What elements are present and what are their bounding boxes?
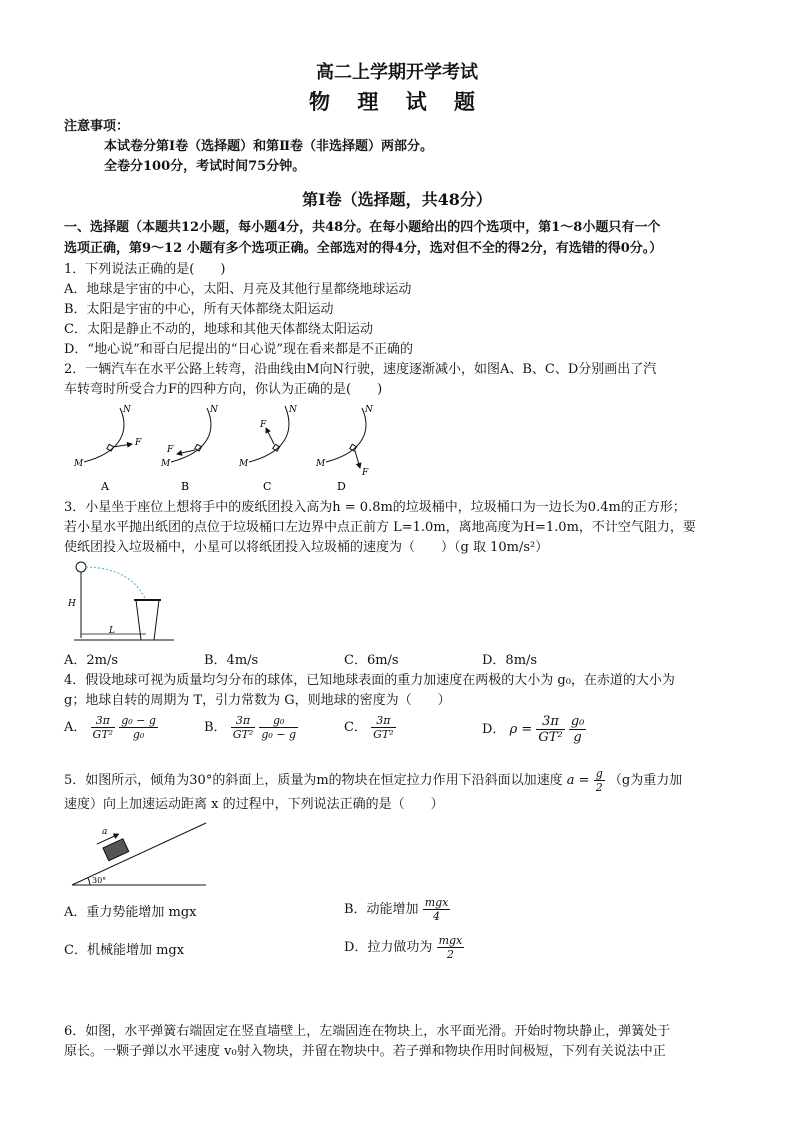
q6-stem-1: 6．如图，水平弹簧右端固定在竖直墙壁上，左端固连在物块上，水平面光滑。开始时物块静止，弹簧处于 bbox=[64, 1024, 671, 1039]
q2-b-m-label: M bbox=[161, 459, 171, 469]
q1-option-c: C．太阳是静止不动的，地球和其他天体都绕太阳运动 bbox=[64, 322, 373, 337]
notice-line-1: 本试卷分第Ⅰ卷（选择题）和第Ⅱ卷（非选择题）两部分。 bbox=[104, 139, 434, 154]
q3-stem-2: 若小星水平抛出纸团的点位于垃圾桶口左边界中点正前方 L=1.0m，离地高度为H=1.0m，不计空气阻力，要 bbox=[64, 520, 696, 535]
q4-option-d: D． ρ = $\frac{3\pi}{\text{GT²}}$ $\frac{\text{g₀}}{g}$ bbox=[482, 714, 585, 745]
q4-option-b: B． $\frac{3\pi}{\text{GT²}}$ $\frac{\text{g₀}}{\text{g₀ − g}}$ bbox=[204, 714, 297, 741]
q2-b-n-label: N bbox=[210, 405, 218, 415]
q3-option-a: A．2m/s bbox=[64, 653, 119, 668]
q2-c-f-label: F bbox=[260, 420, 267, 430]
q2-b-f-label: F bbox=[167, 445, 174, 455]
notice-heading: 注意事项： bbox=[64, 119, 130, 134]
q3-stem-1: 3．小星坐于座位上想将手中的废纸团投入高为h = 0.8m的垃圾桶中，垃圾桶口为一边长为0.4m的正方形； bbox=[64, 500, 686, 515]
q2-a-n-label: N bbox=[123, 405, 131, 415]
q2-label-c: C bbox=[263, 480, 272, 493]
q2-d-n-label: N bbox=[365, 405, 373, 415]
q4-option-a: A． $\frac{3\pi}{\text{GT²}}$ $\frac{\text{g₀ − g}}{\text{g₀}}$ bbox=[64, 714, 156, 741]
q2-diagram-a bbox=[73, 405, 142, 493]
q2-a-f-label: F bbox=[135, 438, 142, 448]
section-instruction-1: 一、选择题（本题共12小题，每小题4分，共48分。在每小题给出的四个选项中，第1～8小题只有一个 bbox=[64, 220, 661, 235]
q5-figure bbox=[64, 818, 214, 890]
subject-title: 物 理 试 题 bbox=[309, 90, 485, 114]
q5-option-a: A．重力势能增加 mgx bbox=[64, 905, 197, 920]
q1-option-a: A．地球是宇宙的中心，太阳、月亮及其他行星都绕地球运动 bbox=[64, 282, 412, 297]
q2-d-m-label: M bbox=[316, 459, 326, 469]
q2-label-a: A bbox=[101, 480, 109, 493]
q5-a-label: a bbox=[102, 827, 108, 837]
q3-option-b: B．4m/s bbox=[204, 653, 259, 668]
q4-option-c: C． $\frac{3\pi}{\text{GT²}}$ bbox=[344, 714, 394, 741]
q2-stem-2: 车转弯时所受合力F的四种方向，你认为正确的是( ) bbox=[64, 382, 383, 397]
q5-option-d: D．拉力做功为 $\frac{\text{mgx}}{2}$ bbox=[344, 934, 463, 961]
q5-angle-label: 30° bbox=[92, 876, 107, 885]
q2-label-d: D bbox=[337, 480, 346, 493]
paper-ball-icon bbox=[76, 562, 86, 572]
q1-stem: 1．下列说法正确的是( ) bbox=[64, 262, 226, 277]
exam-title: 高二上学期开学考试 bbox=[316, 62, 478, 83]
q6-stem-2: 原长。一颗子弹以水平速度 v₀射入物块，并留在物块中。若子弹和物块作用时间极短，下列有关说法中正 bbox=[64, 1044, 666, 1059]
section-instruction-2: 选项正确，第9～12 小题有多个选项正确。全部选对的得4分，选对但不全的得2分，有选错的得0分。） bbox=[64, 241, 663, 256]
q2-c-m-label: M bbox=[239, 459, 249, 469]
q2-diagram-b bbox=[160, 405, 219, 493]
q2-diagram-d bbox=[315, 405, 374, 493]
q3-option-d: D．8m/s bbox=[482, 653, 538, 668]
q4-stem-2: g；地球自转的周期为 T，引力常数为 G，则地球的密度为（ ） bbox=[64, 693, 451, 708]
q2-diagram-c bbox=[238, 405, 298, 493]
q1-option-d: D．“地心说”和哥白尼提出的“日心说”现在看来都是不正确的 bbox=[64, 342, 414, 357]
q5-stem-1: 5．如图所示，倾角为30°的斜面上，质量为m的物块在恒定拉力作用下沿斜面以加速度 a = $\frac{g}{2}$ （g为重力加 bbox=[64, 767, 683, 794]
q2-stem-1: 2．一辆汽车在水平公路上转弯，沿曲线由M向N行驶，速度逐渐减小，如图A、B、C、D分别画出了汽 bbox=[64, 362, 657, 377]
section-title: 第Ⅰ卷（选择题，共48分） bbox=[302, 190, 492, 209]
q2-a-m-label: M bbox=[74, 459, 84, 469]
q4-stem-1: 4．假设地球可视为质量均匀分布的球体，已知地球表面的重力加速度在两极的大小为 g₀，在赤道的大小为 bbox=[64, 673, 675, 688]
q5-option-c: C．机械能增加 mgx bbox=[64, 943, 185, 958]
q3-h-label: H bbox=[68, 599, 76, 609]
q2-d-f-label: F bbox=[362, 468, 369, 478]
q2-c-n-label: N bbox=[289, 405, 297, 415]
q2-label-b: B bbox=[181, 480, 190, 493]
q5-option-b: B．动能增加 $\frac{\text{mgx}}{4}$ bbox=[344, 896, 449, 923]
q1-option-b: B．太阳是宇宙的中心，所有天体都绕太阳运动 bbox=[64, 302, 334, 317]
q2-figure bbox=[64, 400, 394, 495]
q5-stem-2: 速度）向上加速运动距离 x 的过程中，下列说法正确的是（ ） bbox=[64, 797, 444, 812]
q3-figure bbox=[64, 558, 184, 650]
q3-option-c: C．6m/s bbox=[344, 653, 399, 668]
q3-l-label: L bbox=[109, 626, 115, 636]
notice-line-2: 全卷分100分，考试时间75分钟。 bbox=[104, 159, 306, 174]
q3-stem-3: 使纸团投入垃圾桶中，小星可以将纸团投入垃圾桶的速度为（ ）（g 取 10m/s²） bbox=[64, 540, 549, 555]
